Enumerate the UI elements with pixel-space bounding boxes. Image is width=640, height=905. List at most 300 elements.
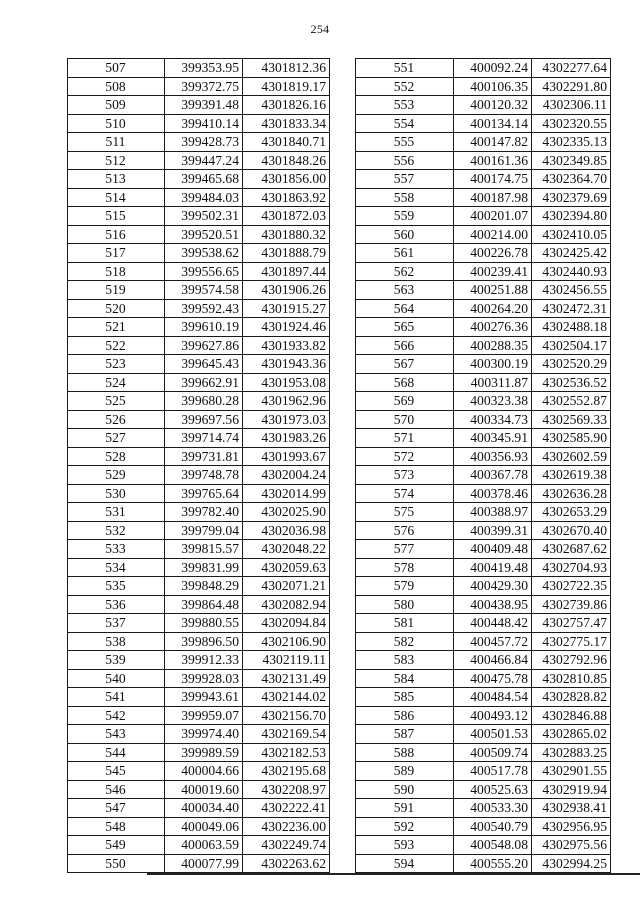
table-row: [68, 466, 330, 485]
point-number-cell: 583: [356, 651, 454, 670]
x-coordinate-cell: 400399.31: [454, 521, 532, 540]
y-coordinate-cell: 4302456.55: [532, 281, 611, 300]
y-coordinate-cell: 4302569.33: [532, 410, 611, 429]
table-row: [68, 133, 330, 152]
y-coordinate-cell: 4302757.47: [532, 614, 611, 633]
point-number-cell: 569: [356, 392, 454, 411]
point-number-cell: 594: [356, 854, 454, 873]
table-row: [356, 503, 611, 522]
x-coordinate-cell: 399714.74: [165, 429, 243, 448]
y-coordinate-cell: 4302106.90: [243, 632, 330, 651]
table-row: [68, 77, 330, 96]
y-coordinate-cell: 4302722.35: [532, 577, 611, 596]
table-row: [356, 59, 611, 78]
point-number-cell: 511: [68, 133, 165, 152]
point-number-cell: 578: [356, 558, 454, 577]
point-number-cell: 510: [68, 114, 165, 133]
table-row: [68, 59, 330, 78]
point-number-cell: 563: [356, 281, 454, 300]
y-coordinate-cell: 4302182.53: [243, 743, 330, 762]
y-coordinate-cell: 4302249.74: [243, 836, 330, 855]
y-coordinate-cell: 4301826.16: [243, 96, 330, 115]
y-coordinate-cell: 4302082.94: [243, 595, 330, 614]
table-row: [356, 410, 611, 429]
table-row: [68, 799, 330, 818]
x-coordinate-cell: 400448.42: [454, 614, 532, 633]
x-coordinate-cell: 400147.82: [454, 133, 532, 152]
y-coordinate-cell: 4301872.03: [243, 207, 330, 226]
x-coordinate-cell: 400540.79: [454, 817, 532, 836]
table-row: [356, 780, 611, 799]
point-number-cell: 528: [68, 447, 165, 466]
point-number-cell: 551: [356, 59, 454, 78]
point-number-cell: 540: [68, 669, 165, 688]
x-coordinate-cell: 399880.55: [165, 614, 243, 633]
y-coordinate-cell: 4302291.80: [532, 77, 611, 96]
y-coordinate-cell: 4302704.93: [532, 558, 611, 577]
table-row: [356, 799, 611, 818]
y-coordinate-cell: 4301888.79: [243, 244, 330, 263]
y-coordinate-cell: 4302552.87: [532, 392, 611, 411]
point-number-cell: 564: [356, 299, 454, 318]
table-row: [68, 632, 330, 651]
x-coordinate-cell: 400311.87: [454, 373, 532, 392]
table-row: [68, 188, 330, 207]
x-coordinate-cell: 399974.40: [165, 725, 243, 744]
x-coordinate-cell: 399765.64: [165, 484, 243, 503]
table-row: [356, 669, 611, 688]
table-row: [68, 688, 330, 707]
point-number-cell: 592: [356, 817, 454, 836]
table-row: [356, 725, 611, 744]
x-coordinate-cell: 400466.84: [454, 651, 532, 670]
point-number-cell: 534: [68, 558, 165, 577]
table-row: [68, 558, 330, 577]
x-coordinate-cell: 399848.29: [165, 577, 243, 596]
x-coordinate-cell: 400251.88: [454, 281, 532, 300]
point-number-cell: 516: [68, 225, 165, 244]
point-number-cell: 557: [356, 170, 454, 189]
table-row: [356, 595, 611, 614]
table-row: [68, 780, 330, 799]
x-coordinate-cell: 399928.03: [165, 669, 243, 688]
y-coordinate-cell: 4302320.55: [532, 114, 611, 133]
point-number-cell: 584: [356, 669, 454, 688]
y-coordinate-cell: 4301973.03: [243, 410, 330, 429]
table-row: [68, 299, 330, 318]
table-row: [356, 262, 611, 281]
y-coordinate-cell: 4301840.71: [243, 133, 330, 152]
x-coordinate-cell: 399943.61: [165, 688, 243, 707]
point-number-cell: 524: [68, 373, 165, 392]
y-coordinate-cell: 4301983.26: [243, 429, 330, 448]
point-number-cell: 513: [68, 170, 165, 189]
point-number-cell: 536: [68, 595, 165, 614]
table-row: [68, 669, 330, 688]
point-number-cell: 591: [356, 799, 454, 818]
page-number: 254: [310, 22, 330, 36]
x-coordinate-cell: 400106.35: [454, 77, 532, 96]
table-row: [68, 577, 330, 596]
point-number-cell: 572: [356, 447, 454, 466]
y-coordinate-cell: 4302195.68: [243, 762, 330, 781]
y-coordinate-cell: 4302094.84: [243, 614, 330, 633]
y-coordinate-cell: 4302394.80: [532, 207, 611, 226]
point-number-cell: 519: [68, 281, 165, 300]
point-number-cell: 542: [68, 706, 165, 725]
y-coordinate-cell: 4302472.31: [532, 299, 611, 318]
y-coordinate-cell: 4301993.67: [243, 447, 330, 466]
x-coordinate-cell: 400323.38: [454, 392, 532, 411]
table-row: [356, 429, 611, 448]
table-row: [356, 447, 611, 466]
table-row: [356, 817, 611, 836]
point-number-cell: 539: [68, 651, 165, 670]
y-coordinate-cell: 4301863.92: [243, 188, 330, 207]
x-coordinate-cell: 400226.78: [454, 244, 532, 263]
y-coordinate-cell: 4302602.59: [532, 447, 611, 466]
y-coordinate-cell: 4301933.82: [243, 336, 330, 355]
x-coordinate-cell: 399959.07: [165, 706, 243, 725]
point-number-cell: 570: [356, 410, 454, 429]
x-coordinate-cell: 400276.36: [454, 318, 532, 337]
x-coordinate-cell: 400409.48: [454, 540, 532, 559]
coordinates-table-right: [355, 58, 611, 873]
point-number-cell: 530: [68, 484, 165, 503]
y-coordinate-cell: 4302425.42: [532, 244, 611, 263]
point-number-cell: 545: [68, 762, 165, 781]
y-coordinate-cell: 4302653.29: [532, 503, 611, 522]
point-number-cell: 525: [68, 392, 165, 411]
x-coordinate-cell: 399627.86: [165, 336, 243, 355]
y-coordinate-cell: 4302169.54: [243, 725, 330, 744]
x-coordinate-cell: 400063.59: [165, 836, 243, 855]
y-coordinate-cell: 4302810.85: [532, 669, 611, 688]
y-coordinate-cell: 4302263.62: [243, 854, 330, 873]
x-coordinate-cell: 400134.14: [454, 114, 532, 133]
table-row: [356, 854, 611, 873]
x-coordinate-cell: 399484.03: [165, 188, 243, 207]
x-coordinate-cell: 400438.95: [454, 595, 532, 614]
y-coordinate-cell: 4302156.70: [243, 706, 330, 725]
point-number-cell: 514: [68, 188, 165, 207]
table-row: [68, 762, 330, 781]
x-coordinate-cell: 399556.65: [165, 262, 243, 281]
table-row: [356, 484, 611, 503]
x-coordinate-cell: 399538.62: [165, 244, 243, 263]
x-coordinate-cell: 400300.19: [454, 355, 532, 374]
point-number-cell: 544: [68, 743, 165, 762]
table-row: [356, 299, 611, 318]
point-number-cell: 581: [356, 614, 454, 633]
x-coordinate-cell: 399372.75: [165, 77, 243, 96]
x-coordinate-cell: 400517.78: [454, 762, 532, 781]
table-row: [356, 281, 611, 300]
y-coordinate-cell: 4302036.98: [243, 521, 330, 540]
x-coordinate-cell: 399410.14: [165, 114, 243, 133]
y-coordinate-cell: 4302236.00: [243, 817, 330, 836]
table-row: [68, 336, 330, 355]
table-row: [68, 743, 330, 762]
x-coordinate-cell: 400019.60: [165, 780, 243, 799]
point-number-cell: 560: [356, 225, 454, 244]
y-coordinate-cell: 4302222.41: [243, 799, 330, 818]
x-coordinate-cell: 400533.30: [454, 799, 532, 818]
y-coordinate-cell: 4302119.11: [243, 651, 330, 670]
table-row: [68, 836, 330, 855]
table-row: [68, 484, 330, 503]
table-row: [68, 410, 330, 429]
table-row: [68, 392, 330, 411]
point-number-cell: 508: [68, 77, 165, 96]
point-number-cell: 507: [68, 59, 165, 78]
y-coordinate-cell: 4302144.02: [243, 688, 330, 707]
point-number-cell: 576: [356, 521, 454, 540]
x-coordinate-cell: 400092.24: [454, 59, 532, 78]
table-row: [356, 521, 611, 540]
y-coordinate-cell: 4302739.86: [532, 595, 611, 614]
x-coordinate-cell: 400419.48: [454, 558, 532, 577]
x-coordinate-cell: 400288.35: [454, 336, 532, 355]
point-number-cell: 559: [356, 207, 454, 226]
y-coordinate-cell: 4301819.17: [243, 77, 330, 96]
table-row: [356, 170, 611, 189]
table-row: [356, 540, 611, 559]
table-row: [356, 207, 611, 226]
x-coordinate-cell: 400378.46: [454, 484, 532, 503]
point-number-cell: 529: [68, 466, 165, 485]
x-coordinate-cell: 400509.74: [454, 743, 532, 762]
table-row: [356, 392, 611, 411]
y-coordinate-cell: 4302901.55: [532, 762, 611, 781]
point-number-cell: 571: [356, 429, 454, 448]
y-coordinate-cell: 4302379.69: [532, 188, 611, 207]
y-coordinate-cell: 4302440.93: [532, 262, 611, 281]
x-coordinate-cell: 399610.19: [165, 318, 243, 337]
x-coordinate-cell: 400264.20: [454, 299, 532, 318]
y-coordinate-cell: 4301897.44: [243, 262, 330, 281]
y-coordinate-cell: 4302488.18: [532, 318, 611, 337]
y-coordinate-cell: 4302306.11: [532, 96, 611, 115]
x-coordinate-cell: 400555.20: [454, 854, 532, 873]
table-row: [68, 114, 330, 133]
table-row: [356, 151, 611, 170]
x-coordinate-cell: 399912.33: [165, 651, 243, 670]
x-coordinate-cell: 399645.43: [165, 355, 243, 374]
y-coordinate-cell: 4302520.29: [532, 355, 611, 374]
point-number-cell: 554: [356, 114, 454, 133]
table-row: [356, 762, 611, 781]
point-number-cell: 567: [356, 355, 454, 374]
table-row: [356, 244, 611, 263]
x-coordinate-cell: 399447.24: [165, 151, 243, 170]
point-number-cell: 509: [68, 96, 165, 115]
x-coordinate-cell: 400501.53: [454, 725, 532, 744]
x-coordinate-cell: 399815.57: [165, 540, 243, 559]
table-row: [68, 355, 330, 374]
point-number-cell: 533: [68, 540, 165, 559]
table-row: [68, 817, 330, 836]
y-coordinate-cell: 4302828.82: [532, 688, 611, 707]
x-coordinate-cell: 399989.59: [165, 743, 243, 762]
table-row: [68, 207, 330, 226]
x-coordinate-cell: 399502.31: [165, 207, 243, 226]
x-coordinate-cell: 400475.78: [454, 669, 532, 688]
x-coordinate-cell: 399748.78: [165, 466, 243, 485]
x-coordinate-cell: 400187.98: [454, 188, 532, 207]
table-row: [356, 336, 611, 355]
x-coordinate-cell: 400334.73: [454, 410, 532, 429]
x-coordinate-cell: 400161.36: [454, 151, 532, 170]
table-row: [68, 170, 330, 189]
point-number-cell: 553: [356, 96, 454, 115]
point-number-cell: 537: [68, 614, 165, 633]
table-row: [356, 318, 611, 337]
y-coordinate-cell: 4302636.28: [532, 484, 611, 503]
point-number-cell: 590: [356, 780, 454, 799]
y-coordinate-cell: 4302919.94: [532, 780, 611, 799]
table-row: [356, 373, 611, 392]
point-number-cell: 556: [356, 151, 454, 170]
x-coordinate-cell: 400034.40: [165, 799, 243, 818]
table-row: [68, 503, 330, 522]
table-row: [68, 521, 330, 540]
x-coordinate-cell: 400525.63: [454, 780, 532, 799]
table-row: [356, 225, 611, 244]
point-number-cell: 520: [68, 299, 165, 318]
point-number-cell: 549: [68, 836, 165, 855]
y-coordinate-cell: 4302846.88: [532, 706, 611, 725]
table-row: [356, 96, 611, 115]
y-coordinate-cell: 4302883.25: [532, 743, 611, 762]
point-number-cell: 518: [68, 262, 165, 281]
bottom-rule: [147, 873, 640, 875]
x-coordinate-cell: 399697.56: [165, 410, 243, 429]
x-coordinate-cell: 400356.93: [454, 447, 532, 466]
point-number-cell: 526: [68, 410, 165, 429]
y-coordinate-cell: 4302349.85: [532, 151, 611, 170]
y-coordinate-cell: 4302059.63: [243, 558, 330, 577]
y-coordinate-cell: 4302208.97: [243, 780, 330, 799]
x-coordinate-cell: 399428.73: [165, 133, 243, 152]
x-coordinate-cell: 400077.99: [165, 854, 243, 873]
y-coordinate-cell: 4302865.02: [532, 725, 611, 744]
y-coordinate-cell: 4302025.90: [243, 503, 330, 522]
point-number-cell: 561: [356, 244, 454, 263]
x-coordinate-cell: 400493.12: [454, 706, 532, 725]
point-number-cell: 538: [68, 632, 165, 651]
point-number-cell: 523: [68, 355, 165, 374]
y-coordinate-cell: 4302504.17: [532, 336, 611, 355]
x-coordinate-cell: 400367.78: [454, 466, 532, 485]
y-coordinate-cell: 4301833.34: [243, 114, 330, 133]
y-coordinate-cell: 4302335.13: [532, 133, 611, 152]
point-number-cell: 555: [356, 133, 454, 152]
y-coordinate-cell: 4302364.70: [532, 170, 611, 189]
x-coordinate-cell: 399520.51: [165, 225, 243, 244]
y-coordinate-cell: 4301962.96: [243, 392, 330, 411]
y-coordinate-cell: 4301880.32: [243, 225, 330, 244]
y-coordinate-cell: 4302585.90: [532, 429, 611, 448]
point-number-cell: 587: [356, 725, 454, 744]
y-coordinate-cell: 4301812.36: [243, 59, 330, 78]
x-coordinate-cell: 400120.32: [454, 96, 532, 115]
x-coordinate-cell: 399799.04: [165, 521, 243, 540]
table-row: [68, 262, 330, 281]
y-coordinate-cell: 4302670.40: [532, 521, 611, 540]
point-number-cell: 580: [356, 595, 454, 614]
table-row: [356, 466, 611, 485]
x-coordinate-cell: 399465.68: [165, 170, 243, 189]
point-number-cell: 568: [356, 373, 454, 392]
table-row: [68, 96, 330, 115]
y-coordinate-cell: 4302994.25: [532, 854, 611, 873]
table-row: [356, 577, 611, 596]
y-coordinate-cell: 4302277.64: [532, 59, 611, 78]
y-coordinate-cell: 4302004.24: [243, 466, 330, 485]
point-number-cell: 550: [68, 854, 165, 873]
table-row: [356, 133, 611, 152]
y-coordinate-cell: 4302131.49: [243, 669, 330, 688]
table-row: [356, 651, 611, 670]
x-coordinate-cell: 399574.58: [165, 281, 243, 300]
point-number-cell: 565: [356, 318, 454, 337]
y-coordinate-cell: 4302014.99: [243, 484, 330, 503]
coordinates-table-left: [67, 58, 330, 873]
table-row: [68, 595, 330, 614]
point-number-cell: 574: [356, 484, 454, 503]
point-number-cell: 589: [356, 762, 454, 781]
x-coordinate-cell: 400388.97: [454, 503, 532, 522]
point-number-cell: 558: [356, 188, 454, 207]
table-row: [356, 706, 611, 725]
y-coordinate-cell: 4302071.21: [243, 577, 330, 596]
x-coordinate-cell: 400004.66: [165, 762, 243, 781]
point-number-cell: 521: [68, 318, 165, 337]
table-row: [356, 114, 611, 133]
table-row: [356, 188, 611, 207]
x-coordinate-cell: 400214.00: [454, 225, 532, 244]
point-number-cell: 552: [356, 77, 454, 96]
y-coordinate-cell: 4301953.08: [243, 373, 330, 392]
point-number-cell: 541: [68, 688, 165, 707]
y-coordinate-cell: 4302956.95: [532, 817, 611, 836]
table-row: [356, 836, 611, 855]
x-coordinate-cell: 400239.41: [454, 262, 532, 281]
table-row: [68, 725, 330, 744]
point-number-cell: 586: [356, 706, 454, 725]
x-coordinate-cell: 399353.95: [165, 59, 243, 78]
table-row: [68, 706, 330, 725]
table-row: [68, 614, 330, 633]
point-number-cell: 575: [356, 503, 454, 522]
y-coordinate-cell: 4302938.41: [532, 799, 611, 818]
table-row: [68, 447, 330, 466]
point-number-cell: 588: [356, 743, 454, 762]
table-row: [68, 373, 330, 392]
y-coordinate-cell: 4301848.26: [243, 151, 330, 170]
y-coordinate-cell: 4302792.96: [532, 651, 611, 670]
x-coordinate-cell: 400484.54: [454, 688, 532, 707]
table-row: [68, 318, 330, 337]
x-coordinate-cell: 400457.72: [454, 632, 532, 651]
table-row: [356, 632, 611, 651]
x-coordinate-cell: 400201.07: [454, 207, 532, 226]
x-coordinate-cell: 399391.48: [165, 96, 243, 115]
x-coordinate-cell: 400548.08: [454, 836, 532, 855]
table-row: [356, 614, 611, 633]
x-coordinate-cell: 399782.40: [165, 503, 243, 522]
